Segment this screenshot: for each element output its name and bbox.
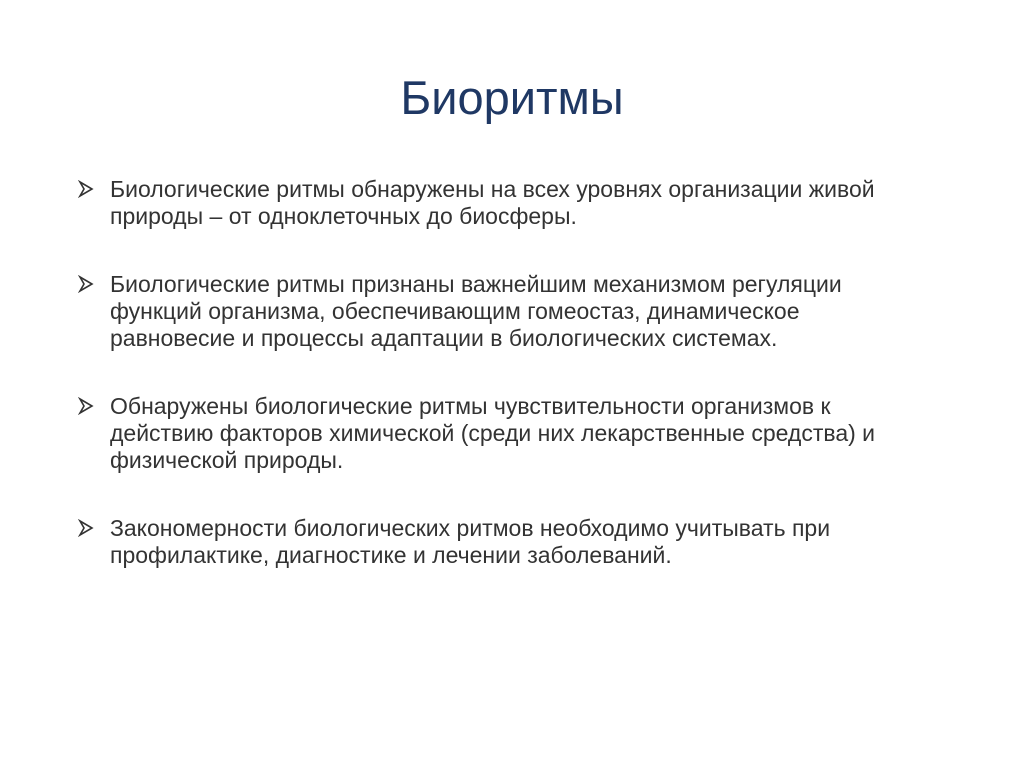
bullet-item bbox=[78, 271, 908, 352]
arrowhead-bullet-icon bbox=[78, 180, 96, 198]
arrowhead-bullet-icon bbox=[78, 397, 96, 415]
slide-title: Биоритмы bbox=[400, 71, 624, 124]
bullet-item bbox=[78, 393, 908, 474]
bullet-text: Закономерности биологических ритмов необходимо учитывать при профилактике, диагностике и лечении заболеваний. bbox=[110, 515, 831, 568]
bullet-list bbox=[78, 176, 908, 610]
bullet-text: Обнаружены биологические ритмы чувствительности организмов к действию факторов химической (среди них лекарственные средства) и физической природы. bbox=[110, 393, 876, 473]
arrowhead-bullet-icon bbox=[78, 275, 96, 293]
arrowhead-bullet-icon bbox=[78, 519, 96, 537]
bullet-text: Биологические ритмы признаны важнейшим механизмом регуляции функций организма, обеспечивающим гомеостаз, динамическое равновесие и процессы адаптации в биологических системах. bbox=[110, 271, 842, 351]
bullet-item bbox=[78, 515, 908, 569]
bullet-text: Биологические ритмы обнаружены на всех уровнях организации живой природы – от одноклеточных до биосферы. bbox=[110, 176, 875, 229]
bullet-item bbox=[78, 176, 908, 230]
